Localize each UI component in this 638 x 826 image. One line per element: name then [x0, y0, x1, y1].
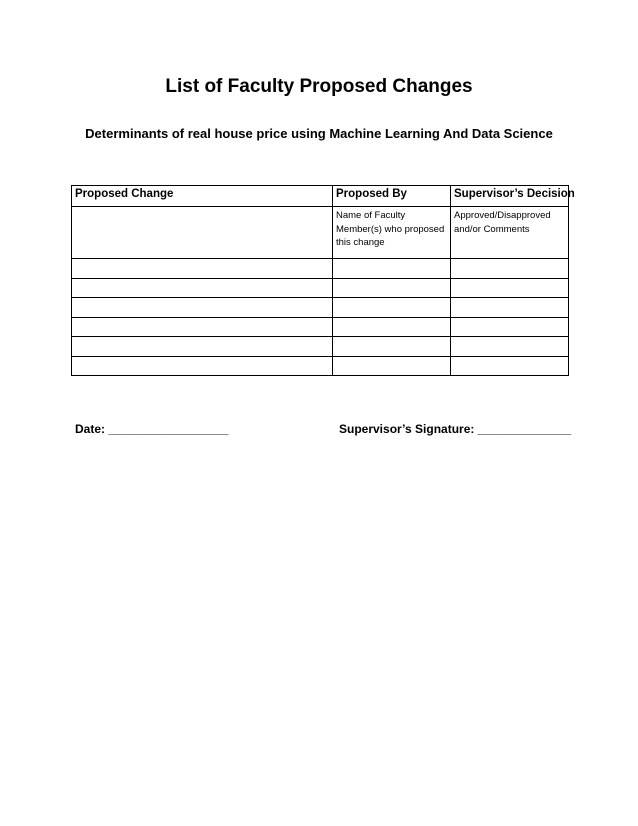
header-proposed-change: Proposed Change: [72, 186, 333, 207]
table-cell[interactable]: [333, 259, 451, 279]
document-title: List of Faculty Proposed Changes: [165, 76, 473, 97]
table-cell[interactable]: [72, 317, 333, 337]
table-row: [72, 317, 569, 337]
table-cell[interactable]: [451, 337, 569, 357]
table-cell[interactable]: [451, 278, 569, 298]
table-cell[interactable]: [72, 337, 333, 357]
guidance-supervisor-decision[interactable]: Approved/Disapproved and/or Comments: [451, 207, 569, 259]
header-supervisor-decision: Supervisor’s Decision: [451, 186, 569, 207]
table-row: [72, 356, 569, 376]
table-cell[interactable]: [451, 259, 569, 279]
table-row: [72, 298, 569, 318]
table-cell[interactable]: [72, 356, 333, 376]
guidance-proposed-change[interactable]: [72, 207, 333, 259]
date-field: Date: __________________: [75, 422, 229, 436]
supervisor-signature-field: Supervisor’s Signature: ______________: [339, 422, 572, 436]
document-subtitle: Determinants of real house price using Machine Learning And Data Science: [85, 126, 553, 141]
table-row: [72, 259, 569, 279]
table-cell[interactable]: [333, 337, 451, 357]
table-cell[interactable]: [451, 298, 569, 318]
table-guidance-row: [72, 207, 569, 259]
table-cell[interactable]: [72, 278, 333, 298]
proposed-changes-table: [71, 185, 575, 376]
table-cell[interactable]: [333, 278, 451, 298]
table-cell[interactable]: [72, 298, 333, 318]
table-cell[interactable]: [72, 259, 333, 279]
header-proposed-by: Proposed By: [333, 186, 451, 207]
guidance-proposed-by[interactable]: Name of Faculty Member(s) who proposed this change: [333, 207, 451, 259]
table-cell[interactable]: [333, 317, 451, 337]
table-row: [72, 337, 569, 357]
table-cell[interactable]: [333, 298, 451, 318]
table-row: [72, 278, 569, 298]
table-cell[interactable]: [451, 356, 569, 376]
table-cell[interactable]: [451, 317, 569, 337]
table-header-row: [72, 186, 569, 207]
table-cell[interactable]: [333, 356, 451, 376]
